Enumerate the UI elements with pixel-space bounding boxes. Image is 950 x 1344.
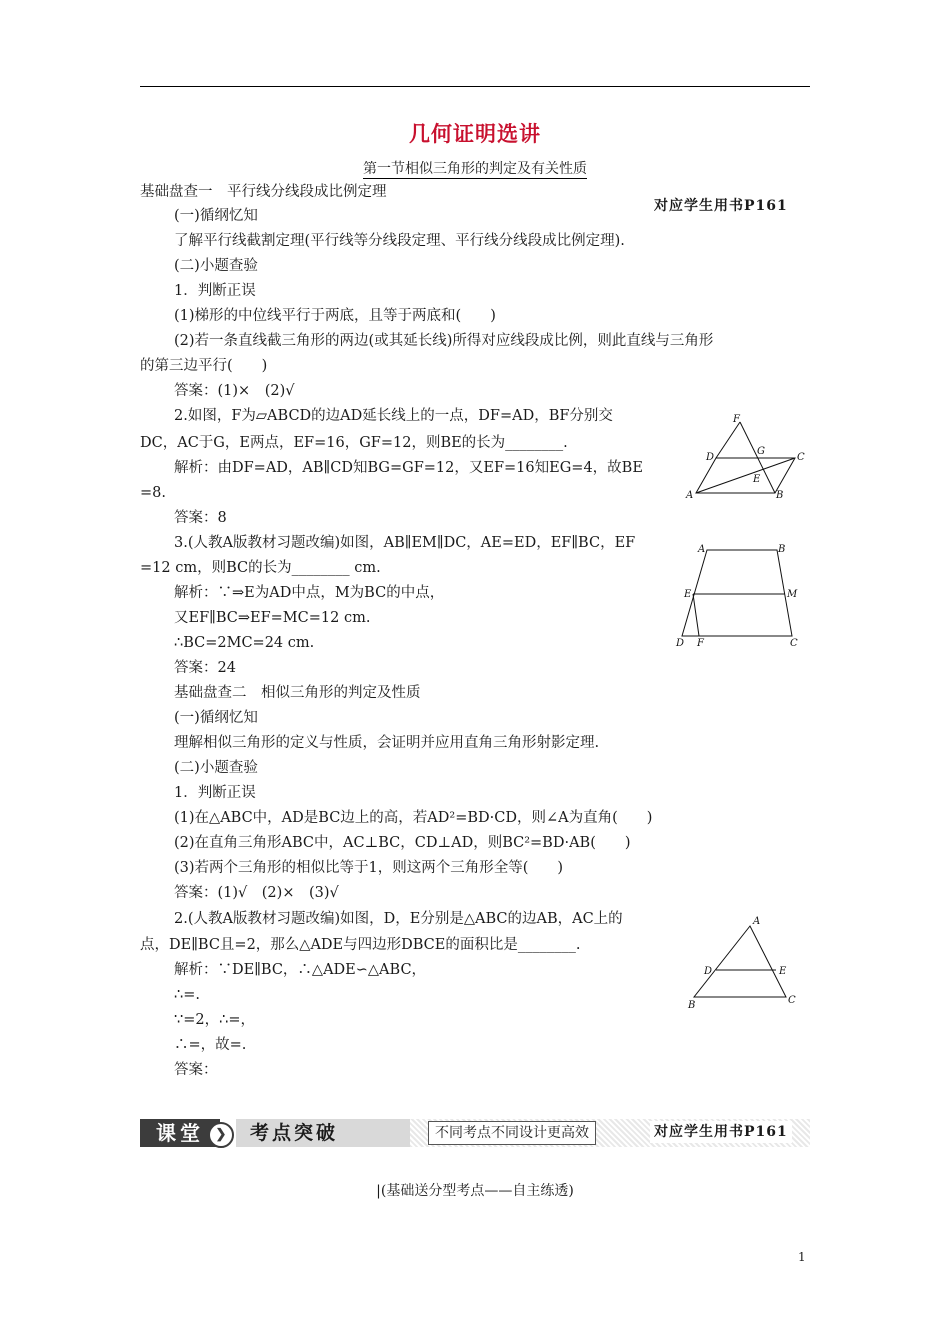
answer-line: 答案：(1)× (2)√: [174, 383, 295, 399]
label-d: D: [704, 966, 713, 977]
category-note: |(基础送分型考点——自主练透): [376, 1183, 574, 1199]
text-line: (二)小题查验: [174, 258, 258, 274]
chevron-right-icon: ❯: [208, 1122, 234, 1148]
solution-line: ∴=.: [174, 987, 200, 1003]
label-c: C: [790, 638, 798, 649]
section-heading-1: 基础盘查一 平行线分线段成比例定理: [140, 184, 387, 200]
solution-line: ∴=，故=.: [174, 1037, 247, 1053]
text-line: (一)循纲忆知: [174, 208, 258, 224]
label-f: F: [733, 414, 740, 425]
solution-line: ∵=2，∴=，: [174, 1012, 255, 1028]
label-c: C: [788, 995, 796, 1006]
text-line: (一)循纲忆知: [174, 710, 258, 726]
text-line: 1．判断正误: [174, 283, 256, 299]
text-line: (2)在直角三角形ABC中，AC⊥BC，CD⊥AD，则BC²=BD·AB( ): [174, 835, 631, 851]
figure-parallelogram: [680, 412, 810, 504]
banner-label: 课堂: [140, 1119, 220, 1147]
text-line: (3)若两个三角形的相似比等于1，则这两个三角形全等( ): [174, 860, 564, 876]
solution-line: 解析：∵⇒E为AD中点，M为BC的中点，: [174, 585, 445, 601]
label-d: D: [676, 638, 685, 649]
figure-triangle: [686, 912, 802, 1010]
solution-line: 解析：∵DE∥BC，∴△ADE∽△ABC，: [174, 962, 427, 978]
problem-line: DC，AC于G，E两点，EF=16，GF=12，则BE的长为________.: [140, 435, 568, 451]
text-line: (二)小题查验: [174, 760, 258, 776]
answer-line: 答案：(1)√ (2)× (3)√: [174, 885, 339, 901]
problem-line: 2.(人教A版教材习题改编)如图，D，E分别是△ABC的边AB，AC上的: [174, 911, 623, 927]
problem-line: 2.如图，F为▱ABCD的边AD延长线上的一点，DF=AD，BF分别交: [174, 408, 613, 424]
banner-reference: 对应学生用书P161: [650, 1121, 792, 1143]
textbook-reference: 对应学生用书P161: [654, 198, 788, 214]
section-heading-2: 基础盘查二 相似三角形的判定及性质: [174, 685, 421, 701]
label-c: C: [797, 452, 805, 463]
header-rule: [140, 86, 810, 87]
solution-line: 解析：由DF=AD，AB∥CD知BG=GF=12，又EF=16知EG=4，故BE: [174, 460, 643, 476]
label-e: E: [684, 589, 692, 600]
text-line: 了解平行线截割定理(平行线等分线段定理、平行线分线段成比例定理).: [174, 233, 625, 249]
label-a: A: [698, 544, 706, 555]
label-b: B: [688, 1000, 696, 1010]
section-banner: [140, 1116, 810, 1150]
label-g: G: [757, 446, 765, 457]
label-f: F: [697, 638, 704, 649]
problem-line: =12 cm，则BC的长为________ cm.: [140, 560, 381, 576]
answer-line: 答案：8: [174, 510, 227, 526]
problem-line: 3.(人教A版教材习题改编)如图，AB∥EM∥DC，AE=ED，EF∥BC，EF: [174, 535, 636, 551]
answer-line: 答案：24: [174, 660, 236, 676]
text-line: 的第三边平行( ): [140, 358, 268, 374]
label-b: B: [776, 490, 784, 501]
label-m: M: [787, 589, 798, 600]
text-line: 理解相似三角形的定义与性质，会证明并应用直角三角形射影定理.: [174, 735, 600, 751]
page-title: 几何证明选讲: [409, 121, 541, 146]
page-number: 1: [798, 1250, 806, 1264]
text-line: (2)若一条直线截三角形的两边(或其延长线)所得对应线段成比例，则此直线与三角形: [174, 333, 714, 349]
label-e: E: [753, 474, 761, 485]
section-subtitle: [0, 158, 950, 178]
label-a: A: [686, 490, 694, 501]
solution-line: =8.: [140, 485, 166, 501]
figure-trapezoid: [672, 540, 807, 652]
answer-line: 答案：: [174, 1062, 218, 1078]
label-e: E: [779, 966, 787, 977]
banner-section: 考点突破: [236, 1119, 410, 1147]
label-b: B: [778, 544, 786, 555]
label-a: A: [753, 916, 761, 927]
label-d: D: [706, 452, 715, 463]
solution-line: ∴BC=2MC=24 cm.: [174, 635, 315, 651]
banner-box: 不同考点不同设计更高效: [428, 1121, 596, 1145]
subtitle-text: 第一节相似三角形的判定及有关性质: [363, 161, 587, 177]
text-line: (1)在△ABC中，AD是BC边上的高，若AD²=BD·CD，则∠A为直角( ): [174, 810, 653, 826]
text-line: (1)梯形的中位线平行于两底，且等于两底和( ): [174, 308, 496, 324]
text-line: 1．判断正误: [174, 785, 256, 801]
problem-line: 点，DE∥BC且=2，那么△ADE与四边形DBCE的面积比是________.: [140, 937, 581, 953]
solution-line: 又EF∥BC⇒EF=MC=12 cm.: [174, 610, 371, 626]
